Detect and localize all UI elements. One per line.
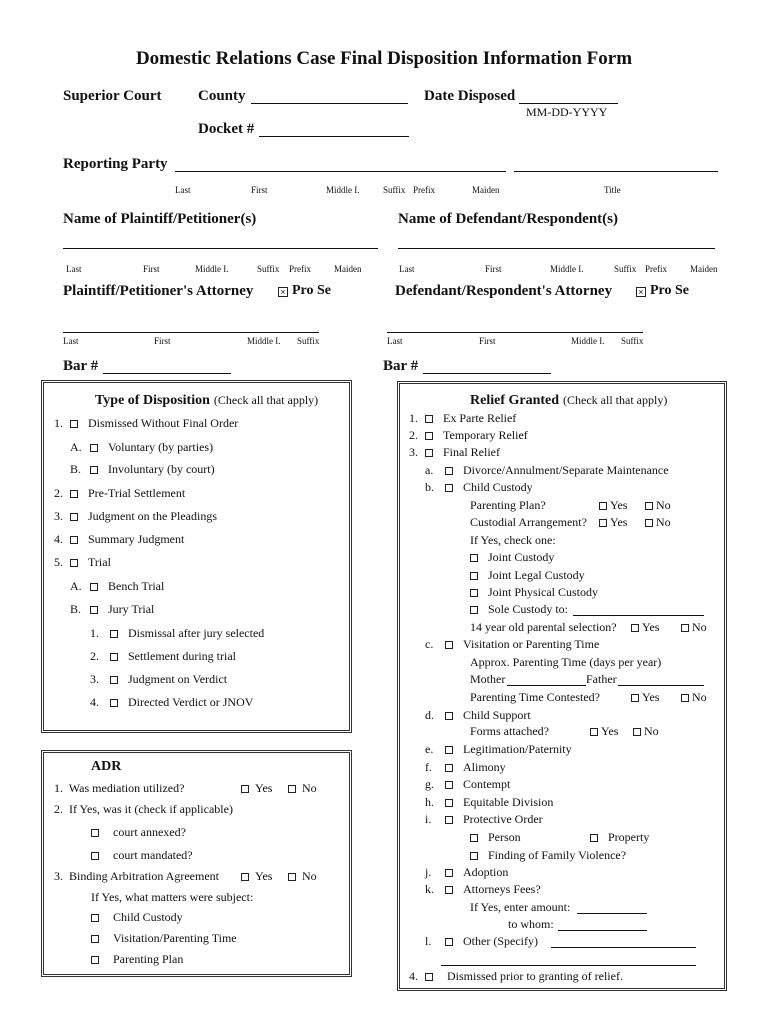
item-label: Joint Physical Custody [488, 585, 599, 599]
adr-q3-row [54, 869, 219, 883]
item-number: j. [425, 865, 432, 879]
checkbox-icon[interactable] [681, 694, 689, 702]
checkbox-icon[interactable] [645, 519, 653, 527]
option-label: Visitation/Parenting Time [113, 931, 237, 945]
plaintiff-name-field[interactable] [63, 248, 378, 249]
checkbox-icon[interactable] [631, 694, 639, 702]
no-label: No [302, 781, 317, 795]
item-number: a. [425, 463, 434, 477]
item-number: h. [425, 794, 434, 809]
item-label: Sole Custody to: [488, 602, 569, 616]
checkbox-icon[interactable] [425, 449, 433, 457]
checkbox-icon[interactable] [288, 785, 296, 793]
pro-se-checked-icon[interactable]: × [636, 287, 646, 297]
da-sub-last: Last [387, 336, 403, 346]
checkbox-icon[interactable] [425, 973, 433, 981]
item-label: Voluntary (by parties) [108, 440, 214, 454]
checkbox-icon[interactable] [70, 559, 78, 567]
relief-temporary[interactable] [409, 428, 528, 442]
item-number: 2. [54, 486, 63, 500]
item-number: i. [425, 812, 432, 826]
mother-days-field[interactable] [507, 685, 586, 686]
disposition-item[interactable] [70, 579, 164, 593]
checkbox-icon[interactable] [91, 829, 99, 837]
item-number: A. [70, 440, 82, 454]
rp-sub-suffix: Suffix [383, 185, 406, 195]
adr-parenting-plan[interactable] [91, 952, 183, 966]
checkbox-icon[interactable] [445, 799, 453, 807]
checkbox-icon[interactable] [631, 624, 639, 632]
relief-adoption[interactable] [425, 865, 508, 879]
pro-se-checked-icon[interactable]: × [278, 287, 288, 297]
checkbox-icon[interactable] [445, 764, 453, 772]
relief-divorce[interactable] [425, 463, 669, 477]
county-label: County [198, 88, 246, 104]
mother-label: Mother [470, 672, 506, 686]
joint-custody[interactable] [470, 550, 554, 564]
adr-child-custody[interactable] [91, 910, 183, 924]
item-label: Directed Verdict or JNOV [128, 695, 254, 709]
checkbox-icon[interactable] [110, 676, 118, 684]
rp-sub-prefix: Prefix [413, 185, 435, 195]
item-label: Child Custody [463, 480, 533, 494]
item-label: Visitation or Parenting Time [463, 637, 600, 651]
adr-q3-yes[interactable] [241, 869, 272, 883]
disposition-item[interactable] [70, 440, 213, 454]
disposition-subtitle: (Check all that apply) [213, 393, 319, 407]
item-label: No [692, 620, 707, 634]
plaintiff-attorney-field[interactable] [63, 332, 319, 333]
pl-sub-maiden: Maiden [334, 264, 362, 274]
item-label: Dismissed Without Final Order [88, 416, 239, 430]
checkbox-icon[interactable] [470, 852, 478, 860]
item-label: Yes [642, 620, 660, 634]
item-number: 3. [54, 509, 63, 523]
fees-amount-field[interactable] [577, 913, 647, 914]
item-number: e. [425, 742, 434, 756]
sole-custody[interactable] [470, 602, 568, 616]
defendant-pro-se-label: Pro Se [650, 283, 690, 298]
relief-ex-parte[interactable] [409, 411, 516, 425]
item-label: Other (Specify) [463, 934, 538, 948]
item-label: Adoption [463, 865, 509, 879]
relief-item-f[interactable] [425, 760, 506, 774]
item-number: 5. [54, 555, 63, 569]
court-label: Superior Court [63, 88, 162, 104]
checkbox-icon[interactable] [110, 630, 118, 638]
custodial-yes[interactable] [599, 515, 627, 529]
yes-label: Yes [255, 781, 273, 795]
forms-no[interactable] [633, 724, 659, 738]
custody-if-yes: If Yes, check one: [470, 533, 556, 547]
item-label: Summary Judgment [88, 532, 185, 546]
item-label: Dismissed prior to granting of relief. [447, 969, 623, 983]
protective-property[interactable] [590, 830, 649, 844]
item-label: Involuntary (by court) [108, 462, 215, 476]
checkbox-icon[interactable] [90, 606, 98, 614]
checkbox-icon[interactable] [445, 641, 453, 649]
disposition-title: Type of Disposition [95, 393, 210, 408]
checkbox-icon[interactable] [445, 816, 453, 824]
checkbox-icon[interactable] [110, 653, 118, 661]
adr-q1: Was mediation utilized? [68, 781, 185, 795]
adr-visitation[interactable] [91, 931, 237, 945]
reporting-party-name-field[interactable] [175, 171, 506, 172]
checkbox-icon[interactable] [445, 467, 453, 475]
defendant-attorney-label: Defendant/Respondent's Attorney [395, 283, 613, 299]
relief-dismissed-prior[interactable] [409, 969, 623, 983]
item-number: c. [425, 637, 434, 651]
item-number: 4. [54, 532, 63, 546]
item-number: B. [70, 462, 82, 476]
checkbox-icon[interactable] [599, 502, 607, 510]
checkbox-icon[interactable] [445, 886, 453, 894]
item-label: Divorce/Annulment/Separate Maintenance [463, 463, 669, 477]
item-number: l. [425, 934, 432, 948]
disposition-item[interactable] [54, 509, 217, 523]
item-number: 4. [90, 695, 99, 709]
checkbox-icon[interactable] [241, 873, 249, 881]
option-label: court annexed? [113, 825, 186, 839]
adr-title: ADR [91, 759, 122, 774]
item-number: 3. [409, 445, 418, 459]
item-number: 2. [409, 428, 418, 442]
pl-sub-middle: Middle I. [195, 264, 229, 274]
contested-no[interactable] [681, 690, 707, 704]
date-format-hint: MM-DD-YYYY [526, 105, 608, 119]
da-sub-suffix: Suffix [621, 336, 644, 346]
adr-q2-row [54, 802, 233, 816]
relief-title: Relief Granted [470, 393, 560, 408]
joint-physical-custody[interactable] [470, 585, 598, 599]
checkbox-icon[interactable] [445, 938, 453, 946]
forms-yes[interactable] [590, 724, 618, 738]
other-specify-field[interactable] [551, 947, 696, 948]
item-label: Child Support [463, 708, 531, 722]
relief-item-g[interactable] [425, 777, 510, 791]
item-number: k. [425, 882, 434, 896]
item-number: B. [70, 602, 82, 616]
item-label: Yes [610, 498, 628, 512]
checkbox-icon[interactable] [91, 935, 99, 943]
page-title: Domestic Relations Case Final Disposition Information Form [135, 48, 633, 69]
item-label: Equitable Division [463, 794, 554, 809]
checkbox-icon[interactable] [91, 956, 99, 964]
checkbox-icon[interactable] [590, 834, 598, 842]
defendant-label: Name of Defendant/Respondent(s) [398, 211, 618, 227]
parenting-plan-yes[interactable] [599, 498, 627, 512]
parenting-plan-no[interactable] [645, 498, 671, 512]
father-days-field[interactable] [618, 685, 704, 686]
pl-sub-prefix: Prefix [289, 264, 311, 274]
checkbox-icon[interactable] [681, 624, 689, 632]
pl-sub-suffix: Suffix [257, 264, 280, 274]
item-number: 1. [90, 626, 99, 640]
defendant-attorney-field[interactable] [387, 332, 643, 333]
item-label: Final Relief [443, 445, 500, 459]
plaintiff-bar-field[interactable] [103, 373, 231, 374]
adr-court-annexed[interactable] [91, 825, 186, 839]
checkbox-icon[interactable] [445, 712, 453, 720]
checkbox-icon[interactable] [445, 781, 453, 789]
no-label: No [302, 869, 317, 883]
df-sub-middle: Middle I. [550, 264, 584, 274]
checkbox-icon[interactable] [633, 728, 641, 736]
checkbox-icon[interactable] [470, 572, 478, 580]
disposition-item[interactable] [54, 555, 111, 569]
checkbox-icon[interactable] [91, 852, 99, 860]
pa-sub-last: Last [63, 336, 79, 346]
checkbox-icon[interactable] [90, 583, 98, 591]
rp-sub-first: First [251, 185, 268, 195]
disposition-item[interactable] [54, 416, 238, 430]
sole-custody-field[interactable] [573, 615, 704, 616]
item-number: g. [425, 777, 434, 791]
plaintiff-pro-se[interactable] [278, 283, 331, 299]
disposition-item[interactable] [90, 672, 227, 686]
checkbox-icon[interactable] [70, 490, 78, 498]
defendant-bar-field[interactable] [423, 373, 551, 374]
relief-attorneys-fees[interactable] [425, 882, 541, 896]
checkbox-icon[interactable] [599, 519, 607, 527]
item-label: Jury Trial [108, 602, 155, 616]
item-label: No [656, 515, 671, 529]
disposition-header [95, 391, 318, 409]
adr-q3: Binding Arbitration Agreement [69, 869, 219, 883]
checkbox-icon[interactable] [470, 589, 478, 597]
approx-parenting-time: Approx. Parenting Time (days per year) [470, 655, 662, 669]
df-sub-maiden: Maiden [690, 264, 718, 274]
item-label: Alimony [463, 759, 506, 774]
disposition-item[interactable] [54, 486, 185, 500]
contested-yes[interactable] [631, 690, 659, 704]
item-label: Bench Trial [108, 579, 165, 593]
date-disposed-field[interactable] [519, 103, 618, 104]
rp-sub-maiden: Maiden [472, 185, 500, 195]
checkbox-icon[interactable] [425, 415, 433, 423]
checkbox-icon[interactable] [445, 746, 453, 754]
item-number: 2. [90, 649, 99, 663]
relief-visitation[interactable] [425, 637, 599, 651]
checkbox-icon[interactable] [425, 432, 433, 440]
item-label: Attorneys Fees? [463, 882, 541, 896]
relief-child-custody[interactable] [425, 480, 533, 494]
item-label: Temporary Relief [443, 428, 528, 442]
adr-court-mandated[interactable] [91, 848, 193, 862]
item-number: d. [425, 708, 434, 722]
item-number: b. [425, 480, 434, 494]
relief-other[interactable] [425, 934, 538, 948]
custodial-no[interactable] [645, 515, 671, 529]
disposition-item[interactable] [54, 532, 184, 546]
item-label: Joint Legal Custody [488, 568, 585, 582]
item-label: Contempt [463, 777, 511, 791]
fourteen-no[interactable] [681, 620, 707, 634]
option-label: Child Custody [113, 910, 183, 924]
item-number: f. [425, 759, 432, 774]
item-label: Yes [642, 690, 660, 704]
relief-item-i[interactable] [425, 812, 543, 826]
disposition-item[interactable] [70, 462, 215, 476]
adr-num: 3. [54, 869, 63, 883]
pa-sub-middle: Middle I. [247, 336, 281, 346]
item-label: Pre-Trial Settlement [88, 486, 186, 500]
item-label: Joint Custody [488, 550, 555, 564]
adr-q2: If Yes, was it (check if applicable) [69, 802, 233, 816]
adr-num: 2. [54, 802, 63, 816]
rp-sub-last: Last [175, 185, 191, 195]
pl-sub-last: Last [66, 264, 82, 274]
reporting-party-title-field[interactable] [514, 171, 718, 172]
custodial-question: Custodial Arrangement? [470, 515, 587, 529]
df-sub-suffix: Suffix [614, 264, 637, 274]
adr-q1-row [54, 781, 184, 795]
relief-final[interactable] [409, 445, 500, 459]
checkbox-icon[interactable] [445, 869, 453, 877]
disposition-item[interactable] [90, 695, 253, 709]
item-number: A. [70, 579, 82, 593]
checkbox-icon[interactable] [91, 914, 99, 922]
checkbox-icon[interactable] [70, 513, 78, 521]
checkbox-icon[interactable] [70, 420, 78, 428]
item-label: Dismissal after jury selected [128, 626, 265, 640]
item-label: No [644, 724, 659, 738]
checkbox-icon[interactable] [470, 606, 478, 614]
item-label: No [692, 690, 707, 704]
checkbox-icon[interactable] [110, 699, 118, 707]
checkbox-icon[interactable] [70, 536, 78, 544]
fees-amount-label: If Yes, enter amount: [470, 900, 571, 914]
relief-header [470, 391, 667, 409]
contested-question: Parenting Time Contested? [470, 690, 600, 704]
fees-whom-label: to whom: [508, 917, 554, 931]
relief-subtitle: (Check all that apply) [563, 393, 668, 407]
item-number: 3. [90, 672, 99, 686]
plaintiff-label: Name of Plaintiff/Petitioner(s) [63, 211, 257, 227]
rp-sub-middle: Middle I. [326, 185, 360, 195]
plaintiff-attorney-label: Plaintiff/Petitioner's Attorney [63, 283, 254, 299]
defendant-pro-se[interactable] [636, 283, 689, 299]
item-label: No [656, 498, 671, 512]
da-sub-middle: Middle I. [571, 336, 605, 346]
checkbox-icon[interactable] [90, 444, 98, 452]
date-disposed-label: Date Disposed [424, 88, 516, 104]
pl-sub-first: First [143, 264, 160, 274]
plaintiff-bar-label: Bar # [63, 358, 99, 374]
checkbox-icon[interactable] [288, 873, 296, 881]
item-label: Person [488, 830, 521, 844]
checkbox-icon[interactable] [445, 484, 453, 492]
rp-sub-title: Title [604, 185, 621, 195]
protective-person[interactable] [470, 830, 521, 844]
option-label: Parenting Plan [113, 952, 184, 966]
option-label: court mandated? [113, 848, 193, 862]
item-label: Property [608, 830, 650, 844]
joint-legal-custody[interactable] [470, 568, 585, 582]
item-number: 1. [409, 411, 418, 425]
pa-sub-suffix: Suffix [297, 336, 320, 346]
item-number: 4. [409, 969, 418, 983]
relief-item-e[interactable] [425, 742, 572, 756]
docket-label: Docket # [198, 121, 255, 137]
relief-child-support[interactable] [425, 708, 531, 722]
disposition-item[interactable] [70, 602, 154, 616]
checkbox-icon[interactable] [241, 785, 249, 793]
county-field[interactable] [251, 103, 408, 104]
adr-q3-no[interactable] [288, 869, 317, 883]
adr-q3-follow: If Yes, what matters were subject: [91, 890, 254, 904]
item-label: Yes [601, 724, 619, 738]
item-label: Judgment on Verdict [128, 672, 228, 686]
item-label: Finding of Family Violence? [488, 848, 627, 862]
item-number: 1. [54, 416, 63, 430]
checkbox-icon[interactable] [470, 834, 478, 842]
df-sub-prefix: Prefix [645, 264, 667, 274]
item-label: Trial [88, 555, 111, 569]
parenting-plan-question: Parenting Plan? [470, 498, 546, 512]
defendant-name-field[interactable] [398, 248, 715, 249]
fourteen-yes[interactable] [631, 620, 659, 634]
forms-attached-question: Forms attached? [470, 724, 549, 738]
da-sub-first: First [479, 336, 496, 346]
reporting-party-label: Reporting Party [63, 156, 168, 172]
adr-q1-yes[interactable] [241, 781, 272, 795]
df-sub-first: First [485, 264, 502, 274]
item-label: Legitimation/Paternity [463, 742, 572, 756]
adr-q1-no[interactable] [288, 781, 317, 795]
defendant-bar-label: Bar # [383, 358, 419, 374]
docket-field[interactable] [259, 136, 409, 137]
pa-sub-first: First [154, 336, 171, 346]
df-sub-last: Last [399, 264, 415, 274]
item-label: Yes [610, 515, 628, 529]
father-label: Father [586, 672, 617, 686]
family-violence[interactable] [470, 848, 626, 862]
yes-label: Yes [255, 869, 273, 883]
fees-whom-field[interactable] [558, 930, 647, 931]
checkbox-icon[interactable] [470, 554, 478, 562]
plaintiff-pro-se-label: Pro Se [292, 283, 332, 298]
disposition-item[interactable] [90, 649, 236, 663]
other-specify-field-2[interactable] [441, 965, 696, 966]
fourteen-question: 14 year old parental selection? [470, 620, 617, 634]
item-label: Settlement during trial [128, 649, 236, 663]
disposition-item[interactable] [90, 626, 264, 640]
relief-item-h[interactable] [425, 795, 553, 809]
checkbox-icon[interactable] [90, 466, 98, 474]
item-label: Protective Order [463, 812, 543, 826]
item-label: Ex Parte Relief [443, 411, 517, 425]
checkbox-icon[interactable] [590, 728, 598, 736]
item-label: Judgment on the Pleadings [88, 509, 217, 523]
adr-num: 1. [54, 781, 63, 795]
checkbox-icon[interactable] [645, 502, 653, 510]
